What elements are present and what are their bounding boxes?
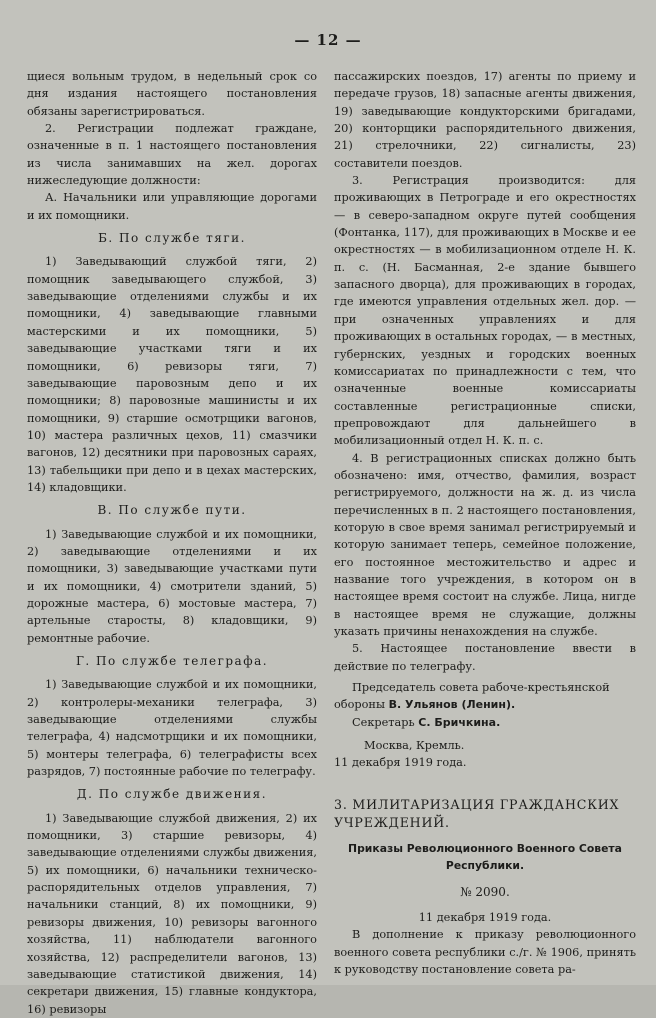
paragraph-5: 5. Настоящее постановление ввести в действие по телеграфу. (334, 642, 636, 673)
chairman-name: В. Ульянов (Ленин). (388, 698, 516, 712)
paragraph-4: 4. В регистрационных списках должно быть обозначено: имя, отчество, фамилия, возраст регистрируемого, должности на ж. д. из числа перечисленных в п. 2 настоящего постановления, которую в свое время занимал регистрируемый и которую занимает теперь, семейное положение, его постоянное местожительство и адрес и название того учреждения, в котором он в настоящее время состоит на службе. Лица, нигде в настоящее время не служащие, должны указать причины ненахождения на службе. (334, 451, 636, 638)
list-track: 1) Заведывающие службой и их помощники, 2) заведывающие отделениями и их помощники, 3) заведывающие участками пути и их помощники, 4) смотрители зданий, 5) дорожные мастера, 6) мостовые мастера, 7) артельные старосты, 8) кладовщики, 9) ремонтные рабочие. (27, 527, 317, 645)
chairman-signature (334, 679, 636, 714)
section-subtitle: Приказы Революционного Военного Совета Республики. (348, 841, 622, 872)
list-traction: 1) Заведывающий службой тяги, 2) помощник заведывающего службой, 3) заведывающие отделениями службы и их помощники, 4) заведывающие главными мастерскими и их помощники, 5) заведывающие участками тяги и их помощники, 6) ревизоры тяги, 7) заведывающие паровозным депо и их помощники; 8) паровозные машинисты и их помощники, 9) старшие осмотрщики вагонов, 10) мастера различных цехов, 11) смазчики вагонов, 12) десятники при паровозных сараях, 13) табельщики при депо и в цехах мастерских, 14) кладовщики. (27, 255, 317, 494)
order-date: 11 декабря 1919 года. (418, 911, 552, 925)
left-column (27, 68, 317, 1018)
list-telegraph: 1) Заведывающие службой и их помощники, 2) контролеры-механики телеграфа, 3) заведывающие отделениями службы телеграфа, 4) надсмотрщики и их помощники, 5) монтеры телеграфа, 6) телеграфисты всех разрядов, 7) постоянные рабочие по телеграфу. (27, 678, 317, 779)
paragraph-intro: щиеся вольным трудом, в недельный срок со дня издания настоящего постановления обязаны зарегистрироваться. (27, 70, 317, 118)
heading-b-traction: Б. По службе тяги. (98, 231, 246, 246)
heading-d-traffic: Д. По службе движения. (76, 787, 268, 802)
heading-v-track: В. По службе пути. (97, 503, 247, 518)
order-number: № 2090. (460, 884, 510, 899)
signing-date: 11 декабря 1919 года. (334, 756, 467, 770)
right-column (334, 68, 636, 978)
order-text: В дополнение к приказу революционного военного совета республики с./г. № 1906, принять к руководству постановление совета ра- (334, 928, 636, 977)
paragraph-continuation: пассажирских поездов, 17) агенты по приему и передаче грузов, 18) запасные агенты движения, 19) заведывающие кондукторскими бригадами, 20) конторщики распорядительного движения, 21) стрелочники, 22) сигналисты, 23) составители поездов. (334, 70, 636, 170)
list-traffic: 1) Заведывающие службой движения, 2) их помощники, 3) старшие ревизоры, 4) заведывающие отделениями службы движения, 5) их помощники, 6) начальники техническо-распорядительных отделов управления, 7) начальники станций, 8) их помощники, 9) ревизоры движения, 10) ревизоры вагонного хозяйства, 11) наблюдатели вагонного хозяйства, 12) распределители вагонов, 13) заведывающие статистикой движения, 14) секретари движения, 15) главные кондуктора, 16) ревизоры (27, 811, 317, 1016)
heading-g-telegraph: Г. По службе телеграфа. (75, 654, 269, 668)
section-title: 3. МИЛИТАРИЗАЦИЯ ГРАЖДАНСКИХ УЧРЕЖДЕНИЙ. (334, 796, 620, 830)
page-number: — 12 — (294, 31, 362, 49)
heading-a: А. Начальники или управляющие дорогами и их помощники. (27, 191, 317, 222)
chairman-prefix: Председатель совета рабоче-крестьянской обороны (334, 681, 610, 712)
secretary-prefix: Секретарь (352, 715, 415, 729)
paragraph-2: 2. Регистрации подлежат граждане, означенные в п. 1 настоящего постановления из числа занимавших на жел. дорогах нижеследующие должности: (27, 122, 317, 188)
signing-place: Москва, Кремль. (364, 739, 465, 753)
secretary-name: С. Бричкина. (418, 715, 501, 729)
secretary-signature (334, 714, 636, 731)
paragraph-3: 3. Регистрация производится: для проживающих в Петрограде и его окрестностях — в северо-западном округе путей сообщения (Фонтанка, 117), для проживающих в Москве и ее окрестностях — в мобилизационном отделе Н. К. п. с. (Н. Басманная, 2-е здание бывшего запасного дворца), для проживающих в городах, где имеются управления отдельных жел. дор. — при означенных управлениях и для проживающих в остальных городах, — в местных, губернских, уездных и городских военных комиссариатах по принадлежности с тем, что означенные военные комиссариаты составленные регистрационные списки, препровождают для дальнейшего в мобилизационный отдел Н. К. п. с. (334, 174, 636, 448)
